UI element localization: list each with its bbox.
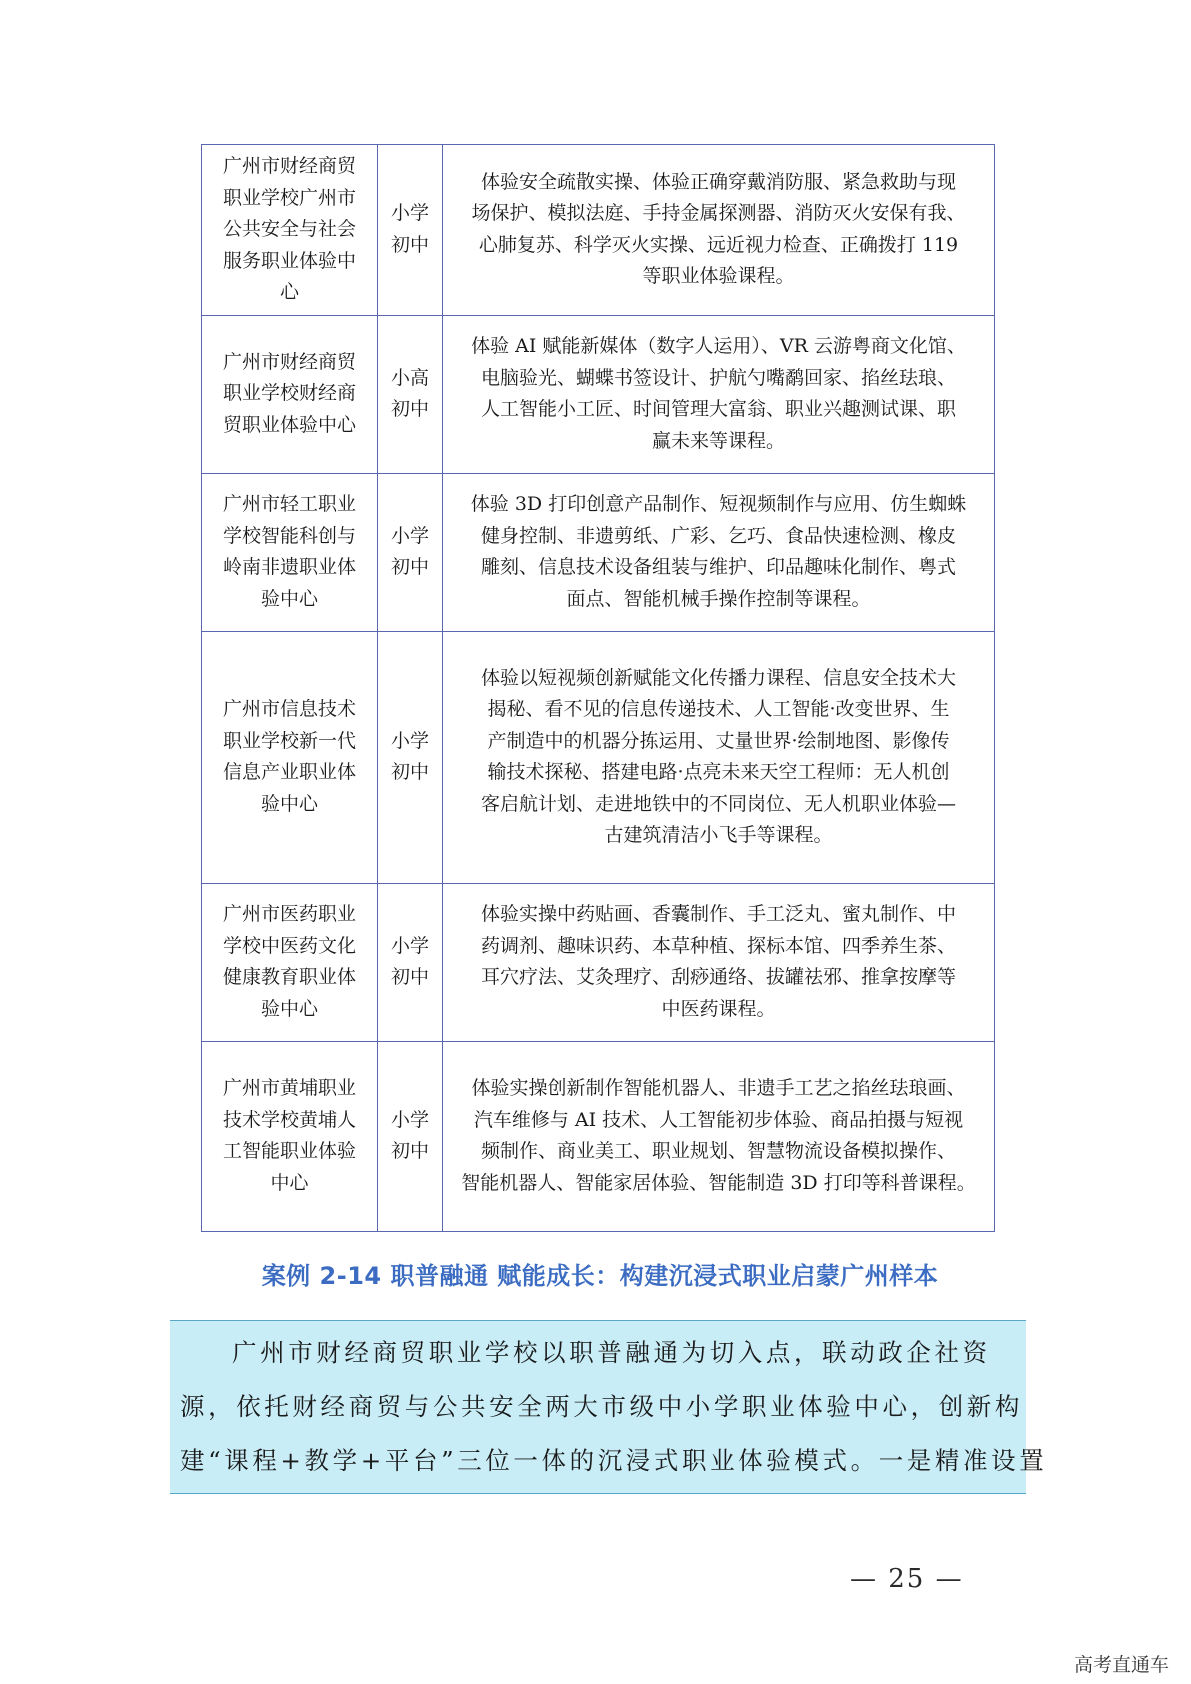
table-body <box>202 145 995 1232</box>
course-line: 产制造中的机器分拣运用、丈量世界·绘制地图、影像传 <box>487 729 950 752</box>
center-name-line: 技术学校黄埔人 <box>222 1108 356 1131</box>
course-line: 揭秘、看不见的信息传递技术、人工智能·改变世界、生 <box>487 698 950 720</box>
course-line: 中医药课程。 <box>661 997 776 1020</box>
course-line: 体验以短视频创新赋能文化传播力课程、信息安全技术大 <box>480 666 956 689</box>
case-paragraph-line: 源，依托财经商贸与公共安全两大市级中小学职业体验中心，创新构 <box>180 1392 1023 1421</box>
course-line: 输技术探秘、搭建电路·点亮未来天空工程师：无人机创 <box>487 761 950 783</box>
school-level-cell <box>378 315 443 473</box>
school-level-line: 小学 <box>390 934 429 957</box>
course-line: 雕刻、信息技术设备组装与维护、印品趣味化制作、粤式 <box>480 556 956 578</box>
center-name-line: 健康教育职业体 <box>222 966 356 988</box>
course-line: 体验实操创新制作智能机器人、非遗手工艺之掐丝珐琅画、 <box>471 1077 966 1099</box>
watermark: 高考直通车 <box>1073 1654 1169 1676</box>
center-name-line: 职业学校新一代 <box>222 729 356 752</box>
course-line: 智能机器人、智能家居体验、智能制造 3D 打印等科普课程。 <box>461 1171 976 1194</box>
school-level-line: 初中 <box>390 966 429 988</box>
course-line: 场保护、模拟法庭、手持金属探测器、消防灭火安保有我、 <box>471 202 966 225</box>
course-line: 赢未来等课程。 <box>651 429 785 452</box>
school-level-line: 初中 <box>390 761 429 783</box>
page-number: — 25 — <box>850 1564 964 1594</box>
experience-center-table <box>201 144 995 1232</box>
school-level-cell <box>378 883 443 1041</box>
school-level-line: 初中 <box>390 233 429 256</box>
case-paragraph-line: 建“课程+教学+平台”三位一体的沉浸式职业体验模式。一是精准设置 <box>180 1446 1048 1475</box>
course-line: 面点、智能机械手操作控制等课程。 <box>566 587 871 610</box>
school-level-line: 小学 <box>390 202 429 225</box>
case-paragraph <box>180 1326 1048 1488</box>
course-cell <box>443 315 995 473</box>
center-name-line: 学校中医药文化 <box>222 934 356 957</box>
center-name-line: 验中心 <box>260 997 318 1020</box>
center-name-line: 职业学校广州市 <box>222 186 356 209</box>
center-name-line: 岭南非遗职业体 <box>222 556 356 578</box>
center-name-line: 学校智能科创与 <box>222 524 356 547</box>
course-cell <box>443 1041 995 1231</box>
center-name-line: 广州市信息技术 <box>222 698 356 720</box>
course-line: 古建筑清洁小飞手等课程。 <box>604 824 833 846</box>
center-name-line: 广州市财经商贸 <box>222 350 356 373</box>
center-name-cell <box>202 145 378 316</box>
center-name-cell <box>202 883 378 1041</box>
center-name-line: 验中心 <box>260 587 318 610</box>
school-level-line: 小学 <box>390 524 429 547</box>
table-row <box>202 1041 995 1231</box>
table-row <box>202 473 995 631</box>
school-level-line: 小学 <box>390 729 429 752</box>
course-line: 体验实操中药贴画、香囊制作、手工泛丸、蜜丸制作、中 <box>480 903 956 925</box>
center-name-cell <box>202 631 378 883</box>
course-line: 体验 AI 赋能新媒体（数字人运用）、VR 云游粤商文化馆、 <box>471 335 966 357</box>
center-name-cell <box>202 315 378 473</box>
course-line: 频制作、商业美工、职业规划、智慧物流设备模拟操作、 <box>480 1140 956 1162</box>
center-name-line: 心 <box>279 281 299 303</box>
course-line: 心肺复苏、科学灭火实操、远近视力检查、正确拨打 119 <box>478 233 959 256</box>
center-name-line: 广州市财经商贸 <box>222 155 356 177</box>
center-name-line: 广州市轻工职业 <box>222 493 356 515</box>
case-paragraph-line: 广州市财经商贸职业学校以职普融通为切入点，联动政企社资 <box>232 1338 991 1367</box>
course-line: 体验安全疏散实操、体验正确穿戴消防服、紧急救助与现 <box>480 170 956 193</box>
center-name-line: 信息产业职业体 <box>222 761 356 783</box>
course-line: 耳穴疗法、艾灸理疗、刮痧通络、拔罐祛邪、推拿按摩等 <box>480 966 956 988</box>
center-name-line: 广州市医药职业 <box>222 903 356 925</box>
course-line: 汽车维修与 AI 技术、人工智能初步体验、商品拍摄与短视 <box>473 1108 964 1131</box>
course-cell <box>443 631 995 883</box>
course-line: 电脑验光、蝴蝶书签设计、护航勺嘴鹬回家、掐丝珐琅、 <box>480 366 956 389</box>
school-level-cell <box>378 473 443 631</box>
school-level-line: 初中 <box>390 1140 429 1162</box>
course-line: 健身控制、非遗剪纸、广彩、乞巧、食品快速检测、橡皮 <box>480 524 956 547</box>
table-row <box>202 145 995 316</box>
center-name-line: 中心 <box>270 1171 309 1194</box>
center-name-line: 验中心 <box>260 792 318 815</box>
course-cell <box>443 883 995 1041</box>
case-title: 案例 2-14 职普融通 赋能成长：构建沉浸式职业启蒙广州样本 <box>261 1262 939 1290</box>
school-level-cell <box>378 631 443 883</box>
course-cell <box>443 145 995 316</box>
school-level-line: 小高 <box>390 366 429 389</box>
course-line: 体验 3D 打印创意产品制作、短视频制作与应用、仿生蜘蛛 <box>470 493 967 515</box>
center-name-line: 服务职业体验中 <box>222 249 356 272</box>
school-level-line: 初中 <box>390 398 429 420</box>
school-level-cell <box>378 1041 443 1231</box>
center-name-line: 职业学校财经商 <box>222 382 356 405</box>
school-level-cell <box>378 145 443 316</box>
course-line: 药调剂、趣味识药、本草种植、探标本馆、四季养生茶、 <box>480 934 956 957</box>
course-line: 客启航计划、走进地铁中的不同岗位、无人机职业体验— <box>480 792 956 815</box>
table-row <box>202 315 995 473</box>
center-name-line: 公共安全与社会 <box>222 218 356 240</box>
course-cell <box>443 473 995 631</box>
center-name-line: 广州市黄埔职业 <box>222 1077 356 1099</box>
course-line: 等职业体验课程。 <box>642 265 795 288</box>
school-level-line: 小学 <box>390 1108 429 1131</box>
table-row <box>202 883 995 1041</box>
course-line: 人工智能小工匠、时间管理大富翁、职业兴趣测试课、职 <box>480 398 956 420</box>
center-name-line: 工智能职业体验 <box>222 1140 356 1162</box>
table-row <box>202 631 995 883</box>
school-level-line: 初中 <box>390 556 429 578</box>
center-name-line: 贸职业体验中心 <box>222 413 356 436</box>
center-name-cell <box>202 473 378 631</box>
center-name-cell <box>202 1041 378 1231</box>
